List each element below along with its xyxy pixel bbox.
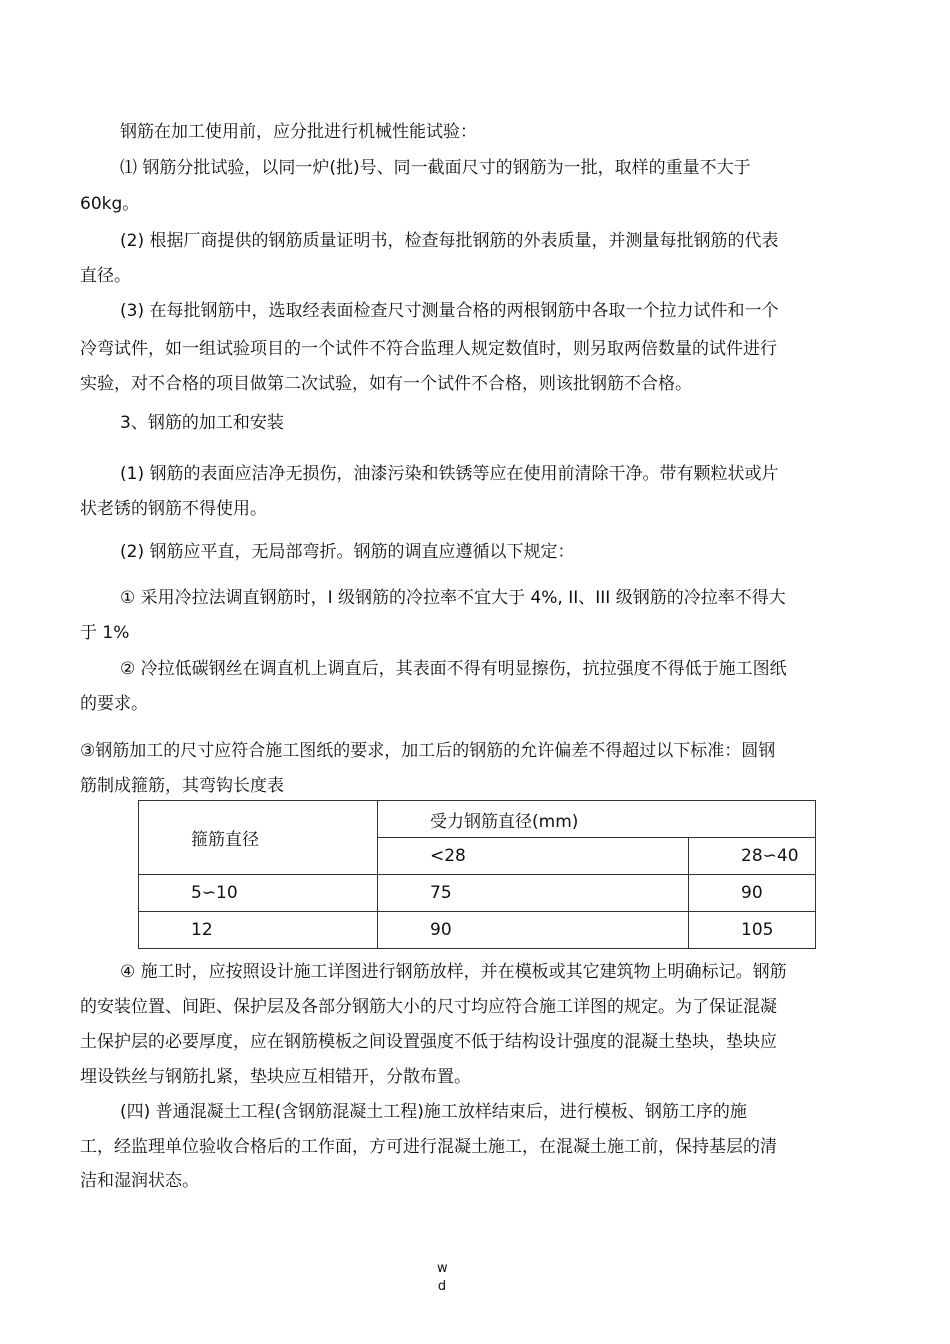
paragraph-6-line-2: 于 1% [80, 623, 130, 643]
paragraph-10-line-3: 洁和湿润状态。 [80, 1171, 199, 1191]
paragraph-3-line-2: 冷弯试件，如一组试验项目的一个试件不符合监理人规定数值时，则另取两倍数量的试件进行 [80, 339, 777, 359]
paragraph-intro: 钢筋在加工使用前，应分批进行机械性能试验： [120, 122, 477, 142]
paragraph-9-line-4: 埋设铁丝与钢筋扎紧，垫块应互相错开，分散布置。 [80, 1067, 471, 1087]
table-cell: 12 [139, 912, 378, 949]
paragraph-2-line-1: (2) 根据厂商提供的钢筋质量证明书，检查每批钢筋的外表质量，并测量每批钢筋的代表 [120, 231, 779, 251]
table-cell: 105 [689, 912, 816, 949]
paragraph-7-line-2: 的要求。 [80, 694, 148, 714]
footer-mark-line-1: w [437, 1261, 448, 1276]
paragraph-1-line-1: ⑴ 钢筋分批试验，以同一炉(批)号、同一截面尺寸的钢筋为一批，取样的重量不大于 [120, 158, 751, 178]
table-subheader-28-40: 28∽40 [689, 838, 816, 875]
paragraph-4-line-2: 状老锈的钢筋不得使用。 [80, 499, 267, 519]
table-header-stirrup-diameter: 箍筋直径 [139, 801, 378, 875]
paragraph-6-line-1: ① 采用冷拉法调直钢筋时，I 级钢筋的冷拉率不宜大于 4%, II、III 级钢筋的冷拉率不得大 [120, 588, 786, 608]
table-cell: 90 [689, 875, 816, 912]
hook-length-table [138, 800, 816, 949]
table-subheader-lt28: <28 [378, 838, 689, 875]
table-cell: 5∽10 [139, 875, 378, 912]
paragraph-2-line-2: 直径。 [80, 266, 131, 286]
paragraph-1-line-2: 60kg。 [80, 194, 140, 214]
paragraph-9-line-1: ④ 施工时，应按照设计施工详图进行钢筋放样，并在模板或其它建筑物上明确标记。钢筋 [120, 962, 787, 982]
footer-mark-line-2: d [437, 1279, 447, 1294]
paragraph-8-line-1: ③钢筋加工的尺寸应符合施工图纸的要求，加工后的钢筋的允许偏差不得超过以下标准：圆钢 [80, 741, 776, 761]
paragraph-8-line-2: 筋制成箍筋，其弯钩长度表 [80, 776, 284, 796]
section-heading-3: 3、钢筋的加工和安装 [120, 413, 284, 433]
table-header-bar-diameter: 受力钢筋直径(mm) [378, 801, 816, 838]
paragraph-10-line-1: (四) 普通混凝土工程(含钢筋混凝土工程)施工放样结束后，进行模板、钢筋工序的施 [120, 1102, 747, 1122]
paragraph-4-line-1: (1) 钢筋的表面应洁净无损伤，油漆污染和铁锈等应在使用前清除干净。带有颗粒状或片 [120, 464, 779, 484]
paragraph-5: (2) 钢筋应平直，无局部弯折。钢筋的调直应遵循以下规定： [120, 542, 575, 562]
table-row [139, 875, 816, 912]
table-cell: 75 [378, 875, 689, 912]
paragraph-10-line-2: 工，经监理单位验收合格后的工作面，方可进行混凝土施工，在混凝土施工前，保持基层的清 [80, 1137, 777, 1157]
paragraph-3-line-3: 实验，对不合格的项目做第二次试验，如有一个试件不合格，则该批钢筋不合格。 [80, 374, 692, 394]
paragraph-7-line-1: ② 冷拉低碳钢丝在调直机上调直后，其表面不得有明显擦伤，抗拉强度不得低于施工图纸 [120, 659, 787, 679]
paragraph-3-line-1: (3) 在每批钢筋中，选取经表面检查尺寸测量合格的两根钢筋中各取一个拉力试件和一个 [120, 301, 779, 321]
table-row [139, 912, 816, 949]
table-cell: 90 [378, 912, 689, 949]
paragraph-9-line-3: 土保护层的必要厚度，应在钢筋模板之间设置强度不低于结构设计强度的混凝土垫块，垫块应 [80, 1032, 777, 1052]
paragraph-9-line-2: 的安装位置、间距、保护层及各部分钢筋大小的尺寸均应符合施工详图的规定。为了保证混凝 [80, 997, 777, 1017]
